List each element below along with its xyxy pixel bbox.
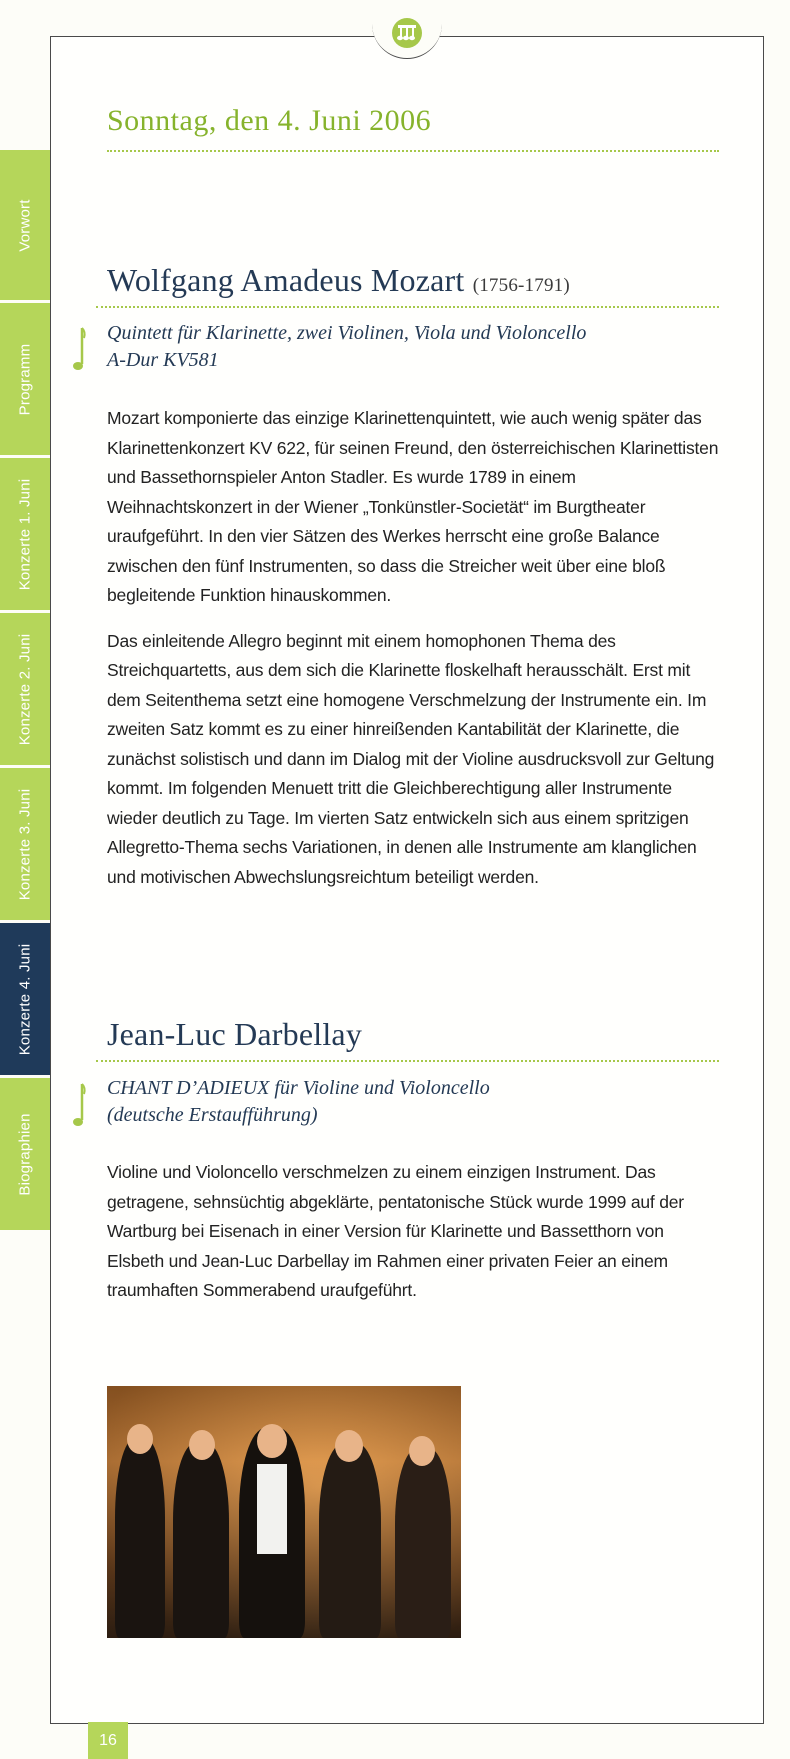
tab-programm[interactable]: Programm	[0, 303, 50, 458]
paragraph: Violine und Violoncello verschmelzen zu einem einzigen Instrument. Das getragene, sehnsüchtig abgeklärte, pentatonische Stück wurde 1999 auf der Wartburg bei Eisenach in einer Version für Klarinette und Bassetthorn von Elsbeth und Jean-Luc Darbellay im Rahmen einer privaten Feier an einem traumhaften Sommerabend uraufgeführt.	[107, 1162, 684, 1300]
composer-heading-mozart: Wolfgang Amadeus Mozart (1756-1791)	[107, 262, 570, 298]
music-logo-icon	[392, 18, 422, 48]
music-note-icon	[70, 326, 88, 376]
work-title-line: Quintett für Klarinette, zwei Violinen, Viola und Violoncello	[107, 322, 587, 344]
title-divider	[107, 150, 719, 152]
ensemble-photo	[107, 1386, 461, 1638]
tab-konzerte-1-juni[interactable]: Konzerte 1. Juni	[0, 458, 50, 613]
tab-konzerte-4-juni[interactable]: Konzerte 4. Juni	[0, 923, 50, 1078]
paragraph: Das einleitende Allegro beginnt mit einem homophonen Thema des Streichquartetts, aus dem sich die Klarinette floskelhaft herausschält. Erst mit dem Seitenthema setzt eine homogene Verschmelzung der Instrumente ein. Im zweiten Satz kommt es zu einer hinreißenden Kantabilität der Klarinette, die zunächst solistisch und dann im Dialog mit der Violine ausdrucksvoll zur Geltung kommt. Im folgenden Menuett tritt die Gleichberechtigung aller Instrumente wieder deutlich zu Tage. Im vierten Satz entwickeln sich aus einem spritzigen Allegretto-Thema sechs Variationen, in denen alle Instrumente am klanglichen und motivischen Abwechslungsreichtum beteiligt werden.	[107, 630, 715, 887]
page-title: Sonntag, den 4. Juni 2006	[107, 104, 432, 137]
work-key-line: A-Dur KV581	[107, 349, 219, 371]
tab-konzerte-3-juni[interactable]: Konzerte 3. Juni	[0, 768, 50, 923]
tab-biographien[interactable]: Biographien	[0, 1078, 50, 1233]
music-note-icon	[70, 1082, 88, 1132]
work-title-mozart	[107, 320, 586, 374]
tab-vorwort[interactable]: Vorwort	[0, 150, 50, 303]
work-subtitle-line: (deutsche Erstaufführung)	[107, 1104, 318, 1126]
composer-divider	[96, 1060, 719, 1062]
mozart-description	[107, 404, 722, 908]
tab-konzerte-2-juni[interactable]: Konzerte 2. Juni	[0, 613, 50, 768]
composer-heading-darbellay: Jean-Luc Darbellay	[107, 1016, 363, 1052]
darbellay-description	[107, 1158, 722, 1322]
work-title-line: CHANT D’ADIEUX für Violine und Violoncello	[107, 1077, 490, 1099]
paragraph: Mozart komponierte das einzige Klarinettenquintett, wie auch wenig später das Klarinettenkonzert KV 622, für seinen Freund, den österreichischen Klarinettisten und Bassethornspieler Anton Stadler. Es wurde 1789 in einem Weihnachtskonzert in der Wiener „Tonkünstler-Societät“ im Burgtheater uraufgeführt. In den vier Sätzen des Werkes herrscht eine große Balance zwischen den fünf Instrumenten, so dass die Streicher weit über eine bloß begleitende Funktion hinauskommen.	[107, 408, 719, 605]
composer-years: (1756-1791)	[472, 275, 570, 296]
page-number: 16	[88, 1722, 128, 1759]
composer-divider	[96, 306, 719, 308]
work-title-darbellay	[107, 1075, 490, 1129]
